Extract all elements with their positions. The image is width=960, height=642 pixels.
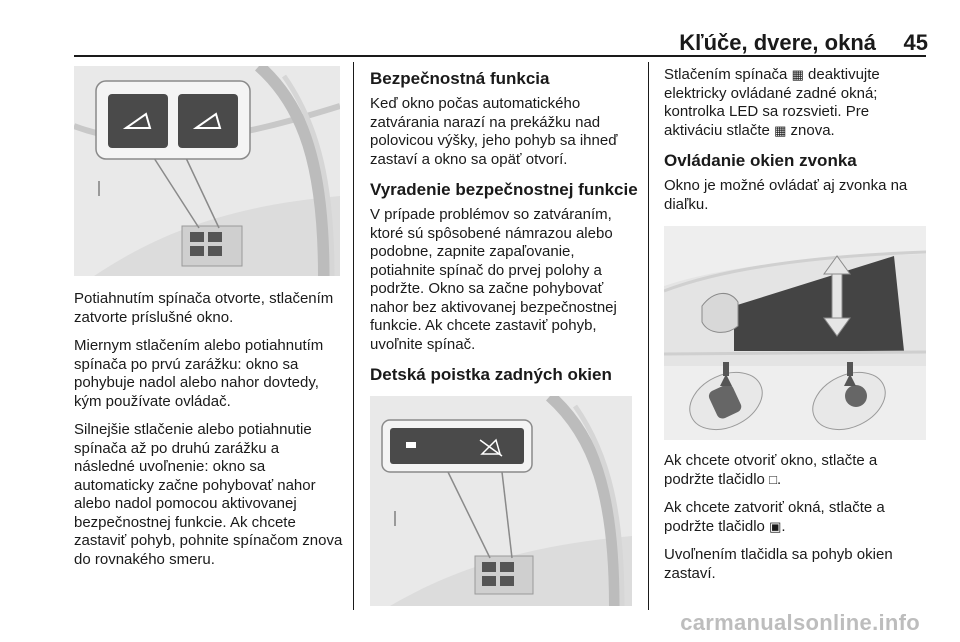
column-3-lower [664, 452, 930, 593]
child-lock-figure [370, 396, 632, 606]
paragraph-second-detent: Silnejšie stlačenie alebo potiahnutie spínača až po druhú zarážku a následné uvoľnenie: okno sa automaticky začne pohybovať nahor alebo nadol pomocou aktivovanej bezpečnostnej funkcie. Ak chcete zastaviť pohyb, pohnite spínačom znova do rovnakého smeru. [74, 421, 343, 568]
paragraph-open-window [664, 452, 930, 489]
window-switch-illustration [74, 66, 340, 276]
open-window-dot: . [776, 470, 782, 488]
lock-icon: ▣ [769, 518, 782, 534]
paragraph-first-detent: Miernym stlačením alebo potiahnutím spínača po prvú zarážku: okno sa pohybuje nadol alebo nahor dovtedy, kým používate ovládač. [74, 337, 324, 410]
paragraph-window-lock [664, 66, 930, 140]
child-lock-illustration [370, 396, 632, 606]
header-rule [74, 55, 926, 57]
close-window-text: Ak chcete zatvoriť okná, stlačte a podržte tlačidlo [664, 499, 885, 535]
paragraph-release-button: Uvoľnením tlačidla sa pohyb okien zastaví. [664, 546, 893, 582]
page-number: 45 [903, 30, 928, 55]
column-3 [664, 66, 930, 224]
column-rule-right [648, 62, 649, 610]
window-lock-icon: ▦ [774, 122, 787, 138]
heading-disable-safety: Vyradenie bezpečnostnej funkcie [370, 180, 638, 199]
heading-safety-function: Bezpečnostná funkcia [370, 69, 550, 88]
window-lock-text-b: deaktivujte elektricky ovládané zadné okná; kontrolka LED sa rozsvieti. Pre aktiváciu stlačte [664, 66, 880, 139]
column-2 [370, 66, 638, 391]
paragraph-switch-usage: Potiahnutím spínača otvorte, stlačením zatvorte príslušné okno. [74, 290, 334, 326]
unlock-icon: □ [769, 471, 777, 487]
close-window-dot: . [781, 517, 786, 535]
paragraph-remote-operation: Okno je možné ovládať aj zvonka na diaľku. [664, 177, 908, 213]
heading-child-lock: Detská poistka zadných okien [370, 365, 612, 384]
paragraph-close-window [664, 499, 930, 536]
paragraph-safety-function: Keď okno počas automatického zatvárania narazí na prekážku nad polovicou výšky, jeho pohyb sa ihneď zastaví a okno sa opäť otvorí. [370, 95, 618, 168]
heading-remote-operation: Ovládanie okien zvonka [664, 151, 857, 170]
page-header-title: Kľúče, dvere, okná [679, 30, 876, 55]
open-window-text: Ak chcete otvoriť okno, stlačte a podržte tlačidlo [664, 452, 878, 488]
window-lock-text-a: Stlačením spínača [664, 66, 788, 83]
paragraph-disable-safety: V prípade problémov so zatváraním, ktoré sú spôsobené námrazou alebo podobne, zapnite zapaľovanie, potiahnite spínač do prvej polohy a podržte. Okno sa začne pohybovať nahor bez aktivovanej bezpečnostnej funkcie. Ak chcete zastaviť pohyb, uvoľnite spínač. [370, 206, 617, 353]
window-switch-figure [74, 66, 340, 276]
remote-window-figure [664, 226, 926, 440]
window-lock-text-c: znova. [790, 121, 835, 139]
watermark: carmanualsonline.info [680, 610, 920, 635]
column-rule-left [353, 62, 354, 610]
remote-window-illustration [664, 226, 926, 440]
window-lock-icon: ▦ [791, 67, 804, 82]
column-1 [74, 290, 344, 579]
